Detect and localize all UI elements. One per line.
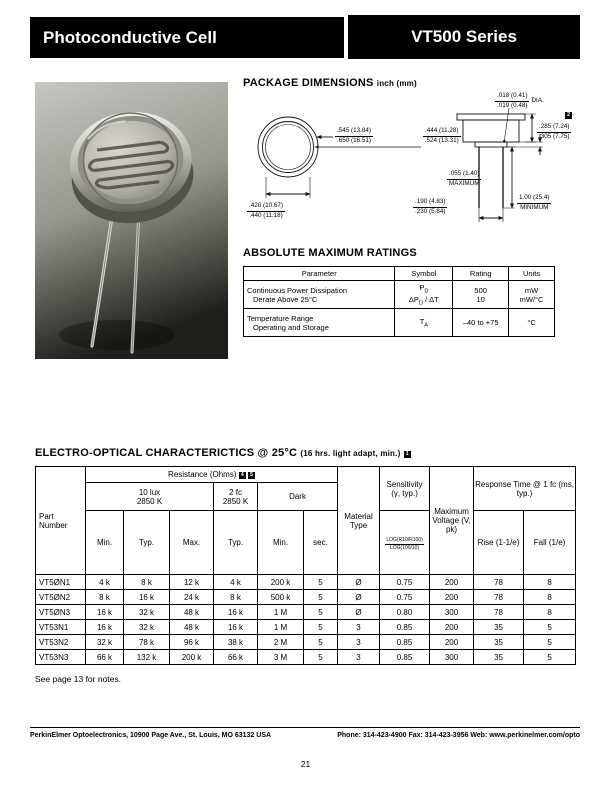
eo-header-dark: Dark <box>258 483 338 511</box>
eo-value-cell: 35 <box>474 635 524 650</box>
amr-rating-cell: 500 10 <box>453 281 509 309</box>
eo-value-cell: 0.85 <box>380 620 430 635</box>
eo-value-cell: 78 k <box>124 635 170 650</box>
eo-header-sensitivity-formula: LOG(R10/R100) LOG(100/10) <box>380 511 430 575</box>
amr-header-row <box>244 267 555 281</box>
amr-row-temperature <box>244 309 555 337</box>
absolute-maximum-ratings-title: ABSOLUTE MAXIMUM RATINGS <box>243 247 417 259</box>
eo-header-part-number: Part Number <box>36 467 86 575</box>
eo-value-cell: 5 <box>304 575 338 590</box>
absolute-maximum-ratings-table <box>243 266 555 337</box>
eo-header-max: Max. <box>170 511 214 575</box>
eo-value-cell: 132 k <box>124 650 170 665</box>
electro-optical-title: ELECTRO-OPTICAL CHARACTERICTICS @ 25°C (16 hrs. light adapt, min.) 1 <box>35 447 409 459</box>
eo-header-row-3 <box>36 511 576 575</box>
footer-divider <box>30 727 580 728</box>
eo-value-cell: 96 k <box>170 635 214 650</box>
eo-value-cell: 16 k <box>124 590 170 605</box>
eo-value-cell: 5 <box>524 650 576 665</box>
eo-value-cell: 4 k <box>214 575 258 590</box>
amr-units-cell: °C <box>509 309 555 337</box>
eo-value-cell: 8 <box>524 590 576 605</box>
eo-part-number-cell: VT5ØN3 <box>36 605 86 620</box>
footer-contact: Phone: 314-423-4900 Fax: 314-423-3956 Web: www.perkinelmer.com/opto <box>337 732 580 739</box>
amr-parameter-cell: Continuous Power Dissipation Derate Above 25°C <box>244 281 395 309</box>
eo-table-row <box>36 575 576 590</box>
eo-header-typ: Typ. <box>124 511 170 575</box>
eo-header-sensitivity: Sensitivity (γ, typ.) <box>380 467 430 511</box>
eo-value-cell: 5 <box>524 635 576 650</box>
dim-outer-diameter: $\frac{.545 (13.84)}{.650 (16.51)}$ <box>337 127 371 145</box>
package-dimensions-title: PACKAGE DIMENSIONS inch (mm) <box>243 77 417 89</box>
eo-header-response-time: Response Time @ 1 fc (ms, typ.) <box>474 467 576 511</box>
page-number: 21 <box>300 759 311 769</box>
note-5-marker: 5 <box>249 472 254 478</box>
eo-value-cell: 32 k <box>124 605 170 620</box>
eo-part-number-cell: VT5ØN1 <box>36 575 86 590</box>
eo-value-cell: 1 M <box>258 620 304 635</box>
dim-base-diameter: $\frac{.420 (10.67)}{.440 (11.18)}$ <box>249 202 283 220</box>
eo-value-cell: 12 k <box>170 575 214 590</box>
eo-value-cell: 5 <box>304 650 338 665</box>
eo-value-cell: 200 k <box>258 575 304 590</box>
eo-value-cell: 16 k <box>86 605 124 620</box>
eo-value-cell: 5 <box>304 605 338 620</box>
eo-header-row-1 <box>36 467 576 483</box>
package-dimensions-figure <box>243 90 580 240</box>
eo-table-row <box>36 650 576 665</box>
eo-value-cell: 38 k <box>214 635 258 650</box>
eo-header-max-voltage: Maximum Voltage (V, pk) <box>430 467 474 575</box>
eo-value-cell: 200 <box>430 635 474 650</box>
eo-header-fall: Fall (1/e) <box>524 511 576 575</box>
eo-value-cell: 66 k <box>214 650 258 665</box>
eo-value-cell: 66 k <box>86 650 124 665</box>
product-photo <box>35 82 228 359</box>
eo-value-cell: 8 k <box>214 590 258 605</box>
series-title: VT500 Series <box>411 27 517 46</box>
package-dimensions-units-note: inch (mm) <box>376 79 417 88</box>
eo-value-cell: Ø <box>338 590 380 605</box>
eo-value-cell: 16 k <box>86 620 124 635</box>
eo-value-cell: 8 k <box>124 575 170 590</box>
eo-value-cell: 5 <box>304 635 338 650</box>
eo-value-cell: 0.75 <box>380 575 430 590</box>
eo-value-cell: 0.75 <box>380 590 430 605</box>
note-2-marker: 2 <box>566 112 571 118</box>
eo-table-row <box>36 605 576 620</box>
eo-header-rise: Rise (1-1/e) <box>474 511 524 575</box>
eo-value-cell: 300 <box>430 650 474 665</box>
eo-value-cell: 200 <box>430 590 474 605</box>
eo-header-min: Min. <box>86 511 124 575</box>
eo-value-cell: 5 <box>304 590 338 605</box>
eo-part-number-cell: VT53N3 <box>36 650 86 665</box>
eo-value-cell: 200 <box>430 575 474 590</box>
eo-value-cell: 3 <box>338 635 380 650</box>
eo-value-cell: 300 <box>430 605 474 620</box>
eo-part-number-cell: VT53N2 <box>36 635 86 650</box>
electro-optical-subtitle: (16 hrs. light adapt, min.) <box>300 449 401 458</box>
eo-value-cell: 16 k <box>214 605 258 620</box>
eo-value-cell: 35 <box>474 620 524 635</box>
eo-table-row <box>36 635 576 650</box>
eo-value-cell: 500 k <box>258 590 304 605</box>
eo-header-typ-2fc: Typ. <box>214 511 258 575</box>
amr-symbol-cell: $P_D$ $\Delta P_D$ / ΔT <box>395 281 453 309</box>
eo-value-cell: 48 k <box>170 620 214 635</box>
note-1-marker: 1 <box>405 451 409 457</box>
eo-value-cell: 78 <box>474 590 524 605</box>
dim-lead-length-min: $\frac{1.00 (25.4)}{\text{MINIMUM}}$ <box>519 194 550 212</box>
eo-value-cell: 78 <box>474 575 524 590</box>
eo-value-cell: 35 <box>474 650 524 665</box>
eo-table-body <box>36 575 576 665</box>
dim-can-height: $\frac{.285 (7.24)}{.305 (7.75)}$ <box>539 123 570 141</box>
eo-value-cell: 3 M <box>258 650 304 665</box>
eo-header-dark-sec: sec. <box>304 511 338 575</box>
photo-shadow <box>59 320 175 350</box>
eo-value-cell: 0.85 <box>380 650 430 665</box>
amr-parameter-cell: Temperature Range Operating and Storage <box>244 309 395 337</box>
series-title-box <box>348 15 580 59</box>
eo-value-cell: 5 <box>524 620 576 635</box>
eo-value-cell: 0.85 <box>380 635 430 650</box>
eo-header-resistance: Resistance (Ohms) 4 5 <box>86 467 338 483</box>
eo-value-cell: Ø <box>338 605 380 620</box>
eo-value-cell: 3 <box>338 620 380 635</box>
eo-header-10lux: 10 lux 2850 K <box>86 483 214 511</box>
dim-standoff-max: $\frac{.055 (1.40)}{\text{MAXIMUM}}$ <box>449 170 480 188</box>
dim-lead-diameter-suffix: DIA. <box>531 97 544 105</box>
eo-value-cell: 8 <box>524 605 576 620</box>
amr-rating-cell: –40 to +75 <box>453 309 509 337</box>
eo-value-cell: 200 k <box>170 650 214 665</box>
eo-value-cell: 5 <box>304 620 338 635</box>
eo-table-row <box>36 620 576 635</box>
eo-part-number-cell: VT53N1 <box>36 620 86 635</box>
eo-value-cell: 32 k <box>124 620 170 635</box>
package-dimensions-drawing <box>243 90 580 240</box>
eo-value-cell: 24 k <box>170 590 214 605</box>
eo-value-cell: 0.80 <box>380 605 430 620</box>
amr-header-rating: Rating <box>453 267 509 281</box>
note-4-marker: 4 <box>240 472 244 478</box>
eo-value-cell: 3 <box>338 650 380 665</box>
amr-symbol-cell: $T_A$ <box>395 309 453 337</box>
eo-part-number-cell: VT5ØN2 <box>36 590 86 605</box>
eo-value-cell: 200 <box>430 620 474 635</box>
page-title-bar <box>30 17 344 58</box>
eo-value-cell: 8 <box>524 575 576 590</box>
dim-lead-spacing: $\frac{.190 (4.83)}{.230 (5.84)}$ <box>415 198 446 216</box>
eo-value-cell: 32 k <box>86 635 124 650</box>
eo-value-cell: 4 k <box>86 575 124 590</box>
dim-body-diameter: $\frac{.444 (11.28)}{.524 (13.31)}$ <box>424 127 459 145</box>
eo-header-material-type: Material Type <box>338 467 380 575</box>
eo-value-cell: 48 k <box>170 605 214 620</box>
footer-address: PerkinElmer Optoelectronics, 10900 Page Ave., St. Louis, MO 63132 USA <box>30 732 272 739</box>
dim-lead-diameter: $\frac{.018 (0.41)}{.019 (0.48)}$ DIA. <box>497 92 544 110</box>
page-title: Photoconductive Cell <box>43 27 217 47</box>
eo-header-2fc: 2 fc 2850 K <box>214 483 258 511</box>
product-photo-image <box>35 82 228 359</box>
electro-optical-table <box>35 466 576 665</box>
eo-value-cell: Ø <box>338 575 380 590</box>
eo-table-row <box>36 590 576 605</box>
amr-header-units: Units <box>509 267 555 281</box>
eo-value-cell: 16 k <box>214 620 258 635</box>
footer <box>30 732 580 739</box>
notes-reference: See page 13 for notes. <box>35 674 122 684</box>
amr-header-parameter: Parameter <box>244 267 395 281</box>
eo-header-dark-min: Min. <box>258 511 304 575</box>
amr-header-symbol: Symbol <box>395 267 453 281</box>
amr-units-cell: mW mW/°C <box>509 281 555 309</box>
eo-value-cell: 1 M <box>258 605 304 620</box>
eo-value-cell: 2 M <box>258 635 304 650</box>
amr-row-power <box>244 281 555 309</box>
eo-value-cell: 78 <box>474 605 524 620</box>
eo-value-cell: 8 k <box>86 590 124 605</box>
